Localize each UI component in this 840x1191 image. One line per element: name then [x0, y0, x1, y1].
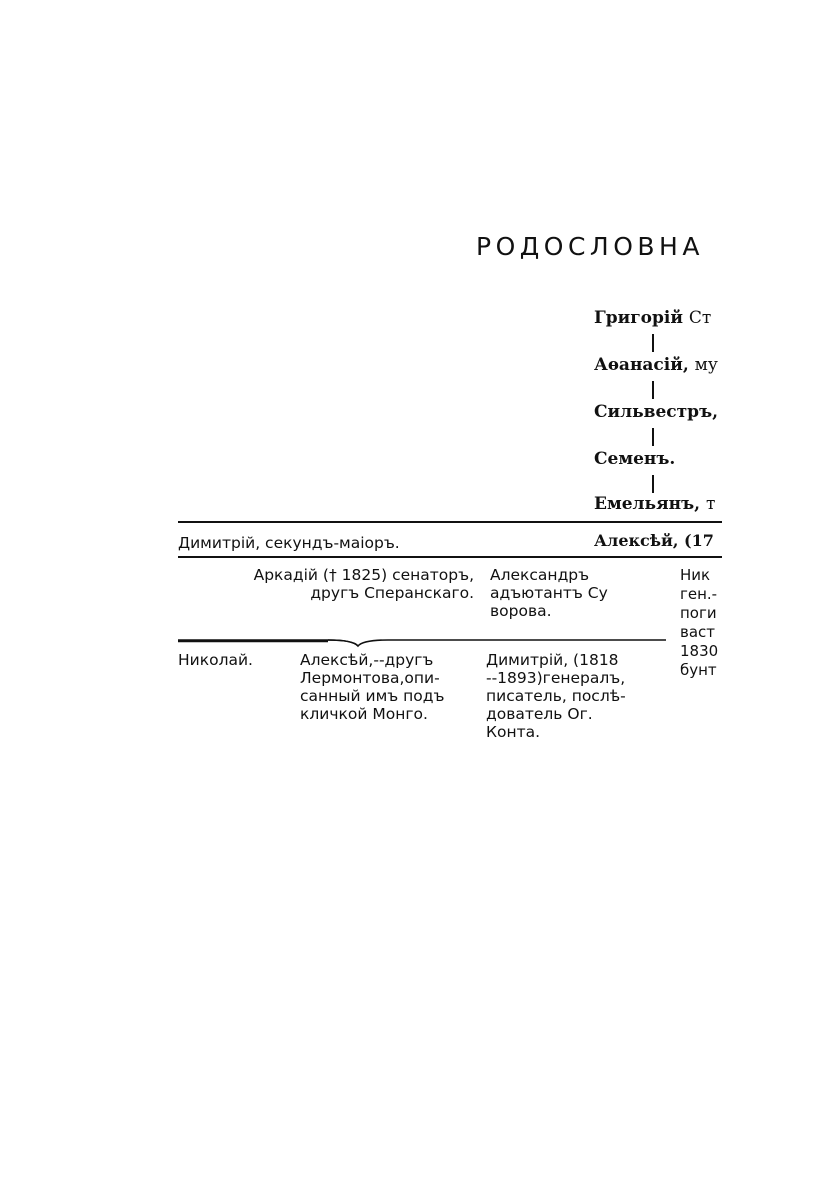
lineage-silvestr: Сильвестръ, — [594, 402, 719, 422]
lineage-emelyan: Емельянъ, т — [594, 494, 716, 514]
lineage-connector — [652, 475, 654, 493]
person-aleksey-mongo: Алексѣй,--другъ Лермонтова,опи- санный имъ подъ кличкой Монго. — [300, 651, 445, 723]
lineage-connector — [652, 428, 654, 446]
person-dimitry-senior: Димитрій, секундъ-маіоръ. — [178, 534, 400, 552]
page-title: РОДОСЛОВНА — [476, 232, 704, 261]
person-alexander: Александръ адъютантъ Су ворова. — [490, 566, 608, 620]
children-brace — [178, 630, 666, 652]
person-arkady: Аркадій († 1825) сенаторъ, другъ Сперанскаго. — [253, 566, 474, 602]
lineage-connector — [652, 334, 654, 352]
lineage-semen: Семенъ. — [594, 449, 676, 469]
person-aleksey-senior: Алексѣй, (17 — [594, 531, 714, 550]
person-dimitry-general: Димитрій, (1818 --1893)генералъ, писатель, послѣ- дователь Ог. Конта. — [486, 651, 626, 741]
person-nikolay-truncated: Ник ген.- поги васт 1830 бунт — [680, 566, 719, 679]
generation-rule — [178, 521, 722, 523]
generation-rule — [178, 556, 722, 558]
lineage-afanasy: Аѳанасій, му — [594, 355, 718, 375]
person-nikolay: Николай. — [178, 651, 253, 669]
page-crop-edge — [722, 0, 840, 1191]
lineage-connector — [652, 381, 654, 399]
lineage-gregory: Григорій Ст — [594, 308, 712, 328]
